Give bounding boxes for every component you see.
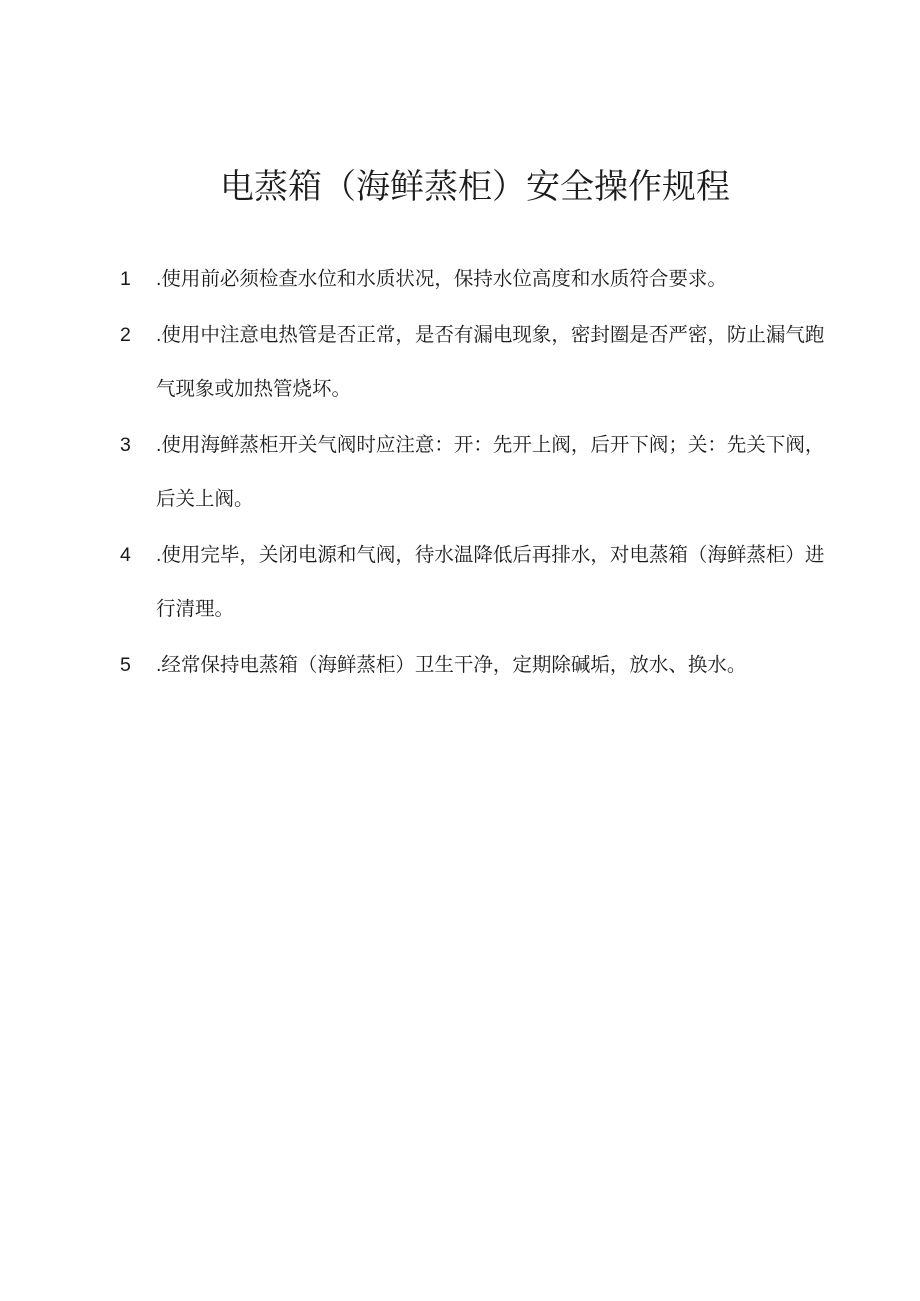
rule-item-3: [120, 418, 840, 526]
rule-dot: .: [156, 544, 162, 566]
rule-number: 4: [120, 544, 131, 566]
rule-number: 5: [120, 654, 131, 676]
rule-dot: .: [156, 324, 162, 346]
rules-list: [120, 252, 840, 694]
rule-item-4: [120, 528, 840, 636]
rule-number: 3: [120, 434, 131, 456]
rule-dot: .: [156, 268, 162, 290]
rule-dot: .: [156, 654, 162, 676]
rule-text: 经常保持电蒸箱（海鲜蒸柜）卫生干净，定期除碱垢，放水、换水。: [161, 653, 747, 676]
rule-number: 2: [120, 324, 131, 346]
rule-item-5: [120, 638, 840, 692]
rule-dot: .: [156, 434, 162, 456]
document-title: 电蒸箱（海鲜蒸柜）安全操作规程: [220, 167, 730, 207]
rule-item-1: [120, 252, 840, 306]
rule-item-2: [120, 308, 840, 416]
rule-text: 使用中注意电热管是否正常，是否有漏电现象，密封圈是否严密，防止漏气跑气现象或加热管烧坏。: [156, 323, 825, 400]
rule-number: 1: [120, 268, 131, 290]
rule-text: 使用完毕，关闭电源和气阀，待水温降低后再排水，对电蒸箱（海鲜蒸柜）进行清理。: [156, 543, 825, 620]
rule-text: 使用海鲜蒸柜开关气阀时应注意：开：先开上阀，后开下阀；关：先关下阀，后关上阀。: [156, 433, 825, 510]
rule-text: 使用前必须检查水位和水质状况，保持水位高度和水质符合要求。: [161, 267, 727, 290]
